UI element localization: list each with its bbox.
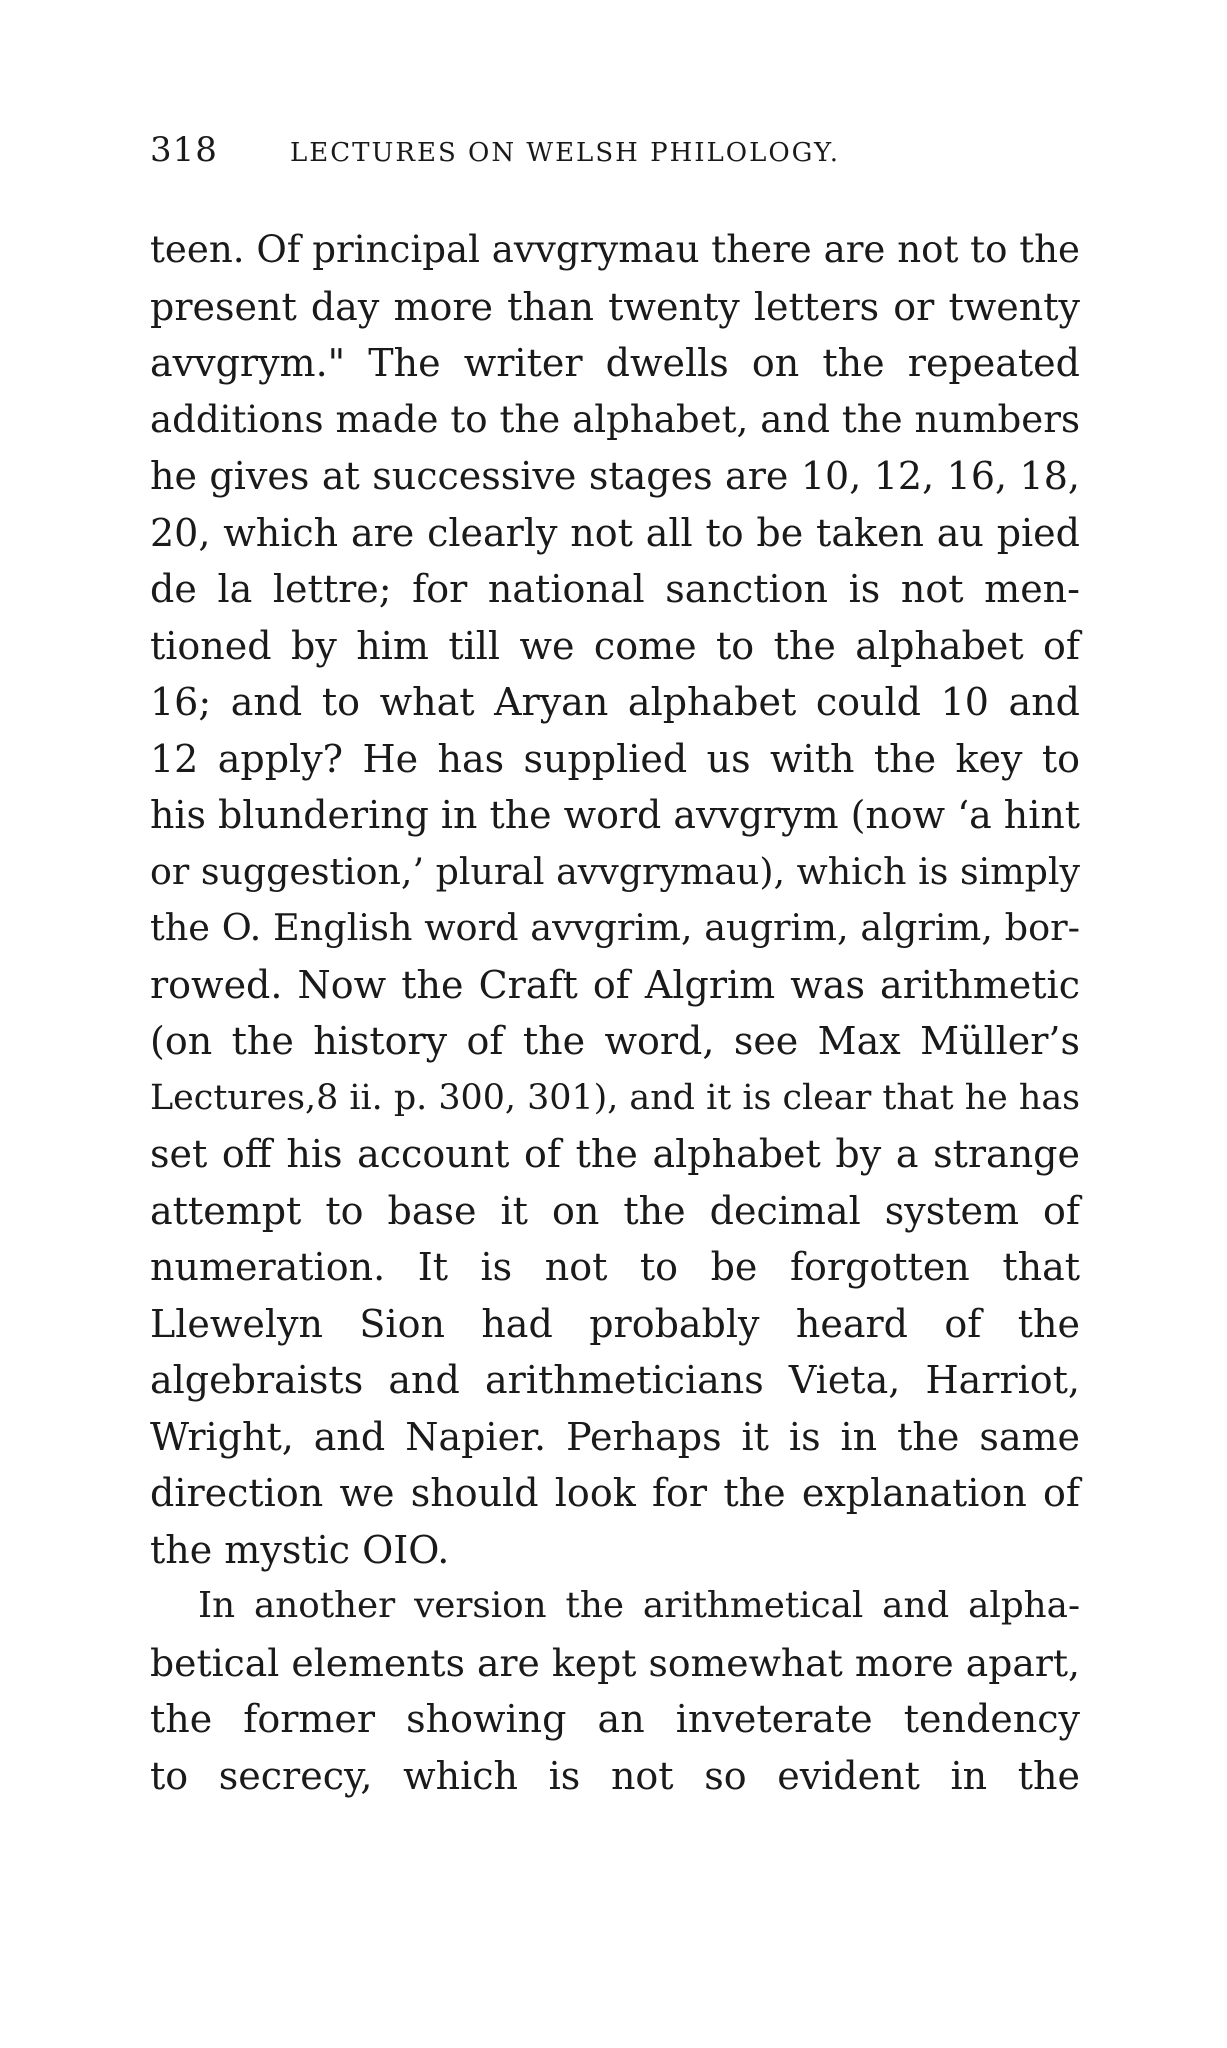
page-number: 318 xyxy=(150,130,218,170)
text-line: the O. English word avvgrim, augrim, algrim, bor- xyxy=(150,906,1080,949)
text-line: betical elements are kept somewhat more apart, xyxy=(150,1640,1080,1685)
text-line: In another version the arithmetical and alpha- xyxy=(198,1585,1080,1626)
text-line: to secrecy, which is not so evident in the xyxy=(150,1753,1080,1798)
text-line: direction we should look for the explanation of xyxy=(150,1471,1080,1515)
text-line: 20, which are clearly not all to be taken au pied xyxy=(150,510,1080,555)
text-line: (on the history of the word, see Max Müller’s xyxy=(150,1019,1080,1063)
text-line: Wright, and Napier. Perhaps it is in the same xyxy=(150,1414,1080,1459)
text-line: the former showing an inveterate tendency xyxy=(150,1697,1080,1741)
text-line: tioned by him till we come to the alphabet of xyxy=(150,623,1080,668)
text-line: Lectures,8 ii. p. 300, 301), and it is clear that he has xyxy=(150,1077,1081,1118)
book-page xyxy=(150,130,1080,1804)
text-line: numeration. It is not to be forgotten that xyxy=(150,1245,1080,1289)
text-line: present day more than twenty letters or twenty xyxy=(150,284,1080,329)
text-line: his blundering in the word avvgrym (now ‘a hint xyxy=(150,793,1080,837)
text-line: additions made to the alphabet, and the numbers xyxy=(150,397,1080,441)
text-line: set off his account of the alphabet by a strange xyxy=(150,1132,1080,1176)
text-line: algebraists and arithmeticians Vieta, Harriot, xyxy=(150,1358,1080,1402)
text-line: the mystic OIO. xyxy=(150,1527,450,1572)
running-head xyxy=(150,130,1080,170)
text-line: avvgrym." The writer dwells on the repeated xyxy=(150,341,1080,385)
text-line: or suggestion,’ plural avvgrymau), which is simply xyxy=(150,849,1080,893)
paragraph-1 xyxy=(150,222,1080,1578)
text-line: Llewelyn Sion had probably heard of the xyxy=(150,1301,1080,1346)
paragraph-2 xyxy=(150,1578,1080,1804)
text-line: 16; and to what Aryan alphabet could 10 and xyxy=(150,680,1080,724)
text-line: attempt to base it on the decimal system of xyxy=(150,1188,1080,1233)
text-line: he gives at successive stages are 10, 12, 16, 18, xyxy=(150,454,1080,498)
text-line: 12 apply? He has supplied us with the key to xyxy=(150,736,1080,781)
text-line: teen. Of principal avvgrymau there are not to the xyxy=(150,228,1080,271)
text-line: de la lettre; for national sanction is not men- xyxy=(150,567,1080,611)
running-title: LECTURES ON WELSH PHILOLOGY. xyxy=(290,138,841,168)
text-line: rowed. Now the Craft of Algrim was arithmetic xyxy=(150,962,1080,1007)
